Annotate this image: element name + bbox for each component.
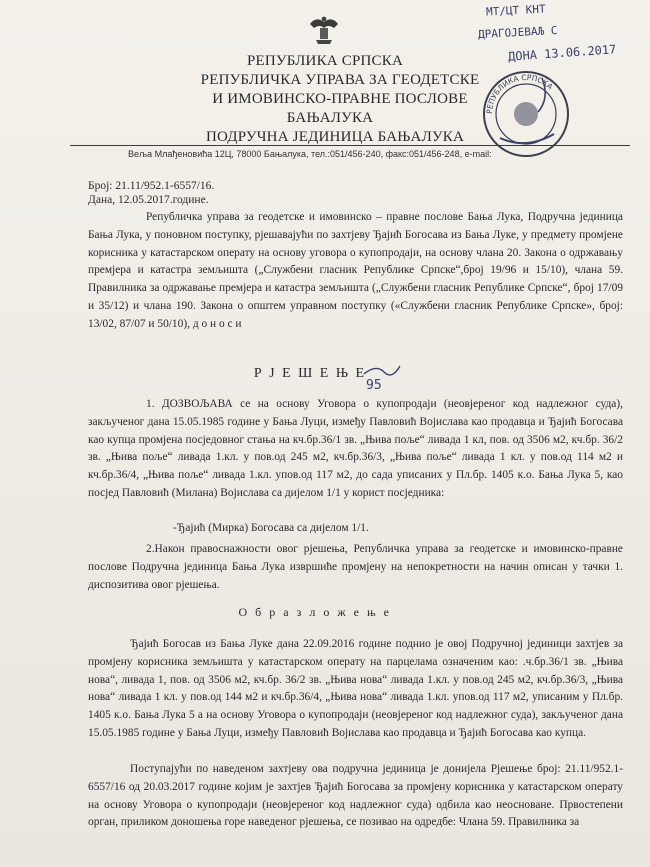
handwritten-note-2: ДРАГОЈЕВАЉ С: [477, 23, 558, 42]
reasoning-paragraph-2: Поступајући по наведеном захтјеву ова подручна јединица је донијела Рјешење број: 21.11/952.1-6557/16 од 20.03.2017 године којим је захтјев Ђајић Богосава за промјену корисника у катастарском операту на основу Уговора о купопродаји (неовјереног код надлежног суда) одбила као неосноване. Првостепени орган, приликом доношења горе наведеног рјешења, се позивао на одредбе: Члана 59. Правилника за: [88, 763, 623, 829]
reasoning-paragraph-1: Ђајић Богосав из Бања Луке дана 22.09.2016 године поднио је овој Подручној јединици захтјев за промјену корисника земљишта у катастарском операту на парцелама означеним као: .ч.бр.36/1 зв. „Њива нова“, ливада 1, пов. од 3506 м2, кч.бр. 36/2 зв. „Њива нова“ ливада 1.кл. у пов.од 245 м2, кч.бр.36/3, „Њива нова“ ливада 1 кл. у пов.од 144 м2 и кч.бр.36/4, „Њива нова“ ливада 1.кл. упов.од 117 м2, уписаним у Пл.бр. 1405 к.о. Бања Лука 5 а на основу Уговора о купопродаји (неовјереног код надлежног суда), закљученог дана 15.05.1985 године у Бања Луци, између Павловић Војислава као продавца и Ђајић Богосава као купца.: [88, 638, 623, 739]
header-address: Веља Млађеновића 12Ц, 78000 Бањалука, тел.:051/456-240, факс:051/456-248, е-mail:: [128, 149, 492, 159]
header-city: БАЊАЛУКА: [286, 110, 374, 126]
intro-paragraph: Републичка управа за геодетске и имовинско – правне послове Бања Лука, Подручна јединица Бања Лука, у поновном поступку, рјешавајући по захтјеву Ђајић Богосава из Бања Луке, у предмету промјене корисника у катастарском операту на основу уговора о купопродаји, на основу члана 20. Закона о одржавању премјера и катастра земљишта („Службени гласник Републике Српске“,број 19/96 и 15/10), члана 59. Правилника за одржавање премјера и катастра земљишта („Службени гласник Републике Српске“, број 17/09 и 35/12) и члана 190. Закона о општем управном поступку («Службени гласник Републике Српске», број: 13/02, 87/07 и 50/10), д о н о с и: [88, 211, 623, 330]
reference-number: Број: 21.11/952.1-6557/16.: [88, 180, 215, 192]
handwritten-date-note: ДОНА 13.06.2017: [507, 42, 617, 64]
coat-of-arms-icon: [306, 14, 342, 48]
stamp-text: РЕПУБЛИКА СРПСКА: [484, 72, 555, 115]
handwritten-title-note: 95: [366, 378, 382, 393]
header-republic: РЕПУБЛИКА СРПСКА: [246, 53, 403, 69]
reasoning-title: О б р а з л о ж е њ е: [238, 605, 392, 619]
decision-point-1: 1. ДОЗВОЉАВА се на основу Уговора о купопродаји (неовјереног код надлежног суда), закљученог дана 15.05.1985 године у Бања Луци, између Павловић Војислава као продавца и Ђајић Богосава као купца промјена посједовног стања на кч.бр.36/1 зв. „Њива поље“ ливада 1 кл, пов. од 3506 м2, кч.бр. 36/2 зв. „Њива поље“ ливада 1.кл. у пов.од 245 м2, кч.бр.36/3, „Њива поље“ ливада 1 кл. у пов.од 114 м2 и кч.бр.36/4, „Њива поље“ ливада 1.кл. упов.од 117 м2, до сада уписаних у Пл.бр. 1405 к.о. Бања Лука 5, као посјед Павловић (Милана) Војислава са дијелом 1/1 у корист посједника:: [88, 398, 623, 499]
header-regional-unit: ПОДРУЧНА ЈЕДИНИЦА БАЊАЛУКА: [205, 129, 465, 145]
decision-point-1-beneficiary: -Ђајић (Мирка) Богосава са дијелом 1/1.: [173, 522, 369, 534]
header-property-affairs: И ИМОВИНСКО-ПРАВНЕ ПОСЛОВЕ: [212, 91, 468, 107]
reference-date: Дана, 12.05.2017.године.: [88, 194, 209, 206]
decision-point-2: 2.Након правоснажности овог рјешења, Републичка управа за геодетске и имовинско-правне послове Подручна јединица Бања Лука извршиће промјену на непокретности на начин описан у тачки 1. диспозитива овог рјешења.: [88, 543, 623, 591]
header-authority: РЕПУБЛИЧКА УПРАВА ЗА ГЕОДЕТСКЕ: [200, 72, 480, 88]
handwritten-note-1: МТ/ЦТ КНТ: [485, 2, 546, 19]
decision-title: Р Ј Е Ш Е Њ Е: [253, 366, 367, 381]
pen-scribble-icon: [362, 362, 402, 378]
official-stamp-icon: [480, 68, 572, 160]
